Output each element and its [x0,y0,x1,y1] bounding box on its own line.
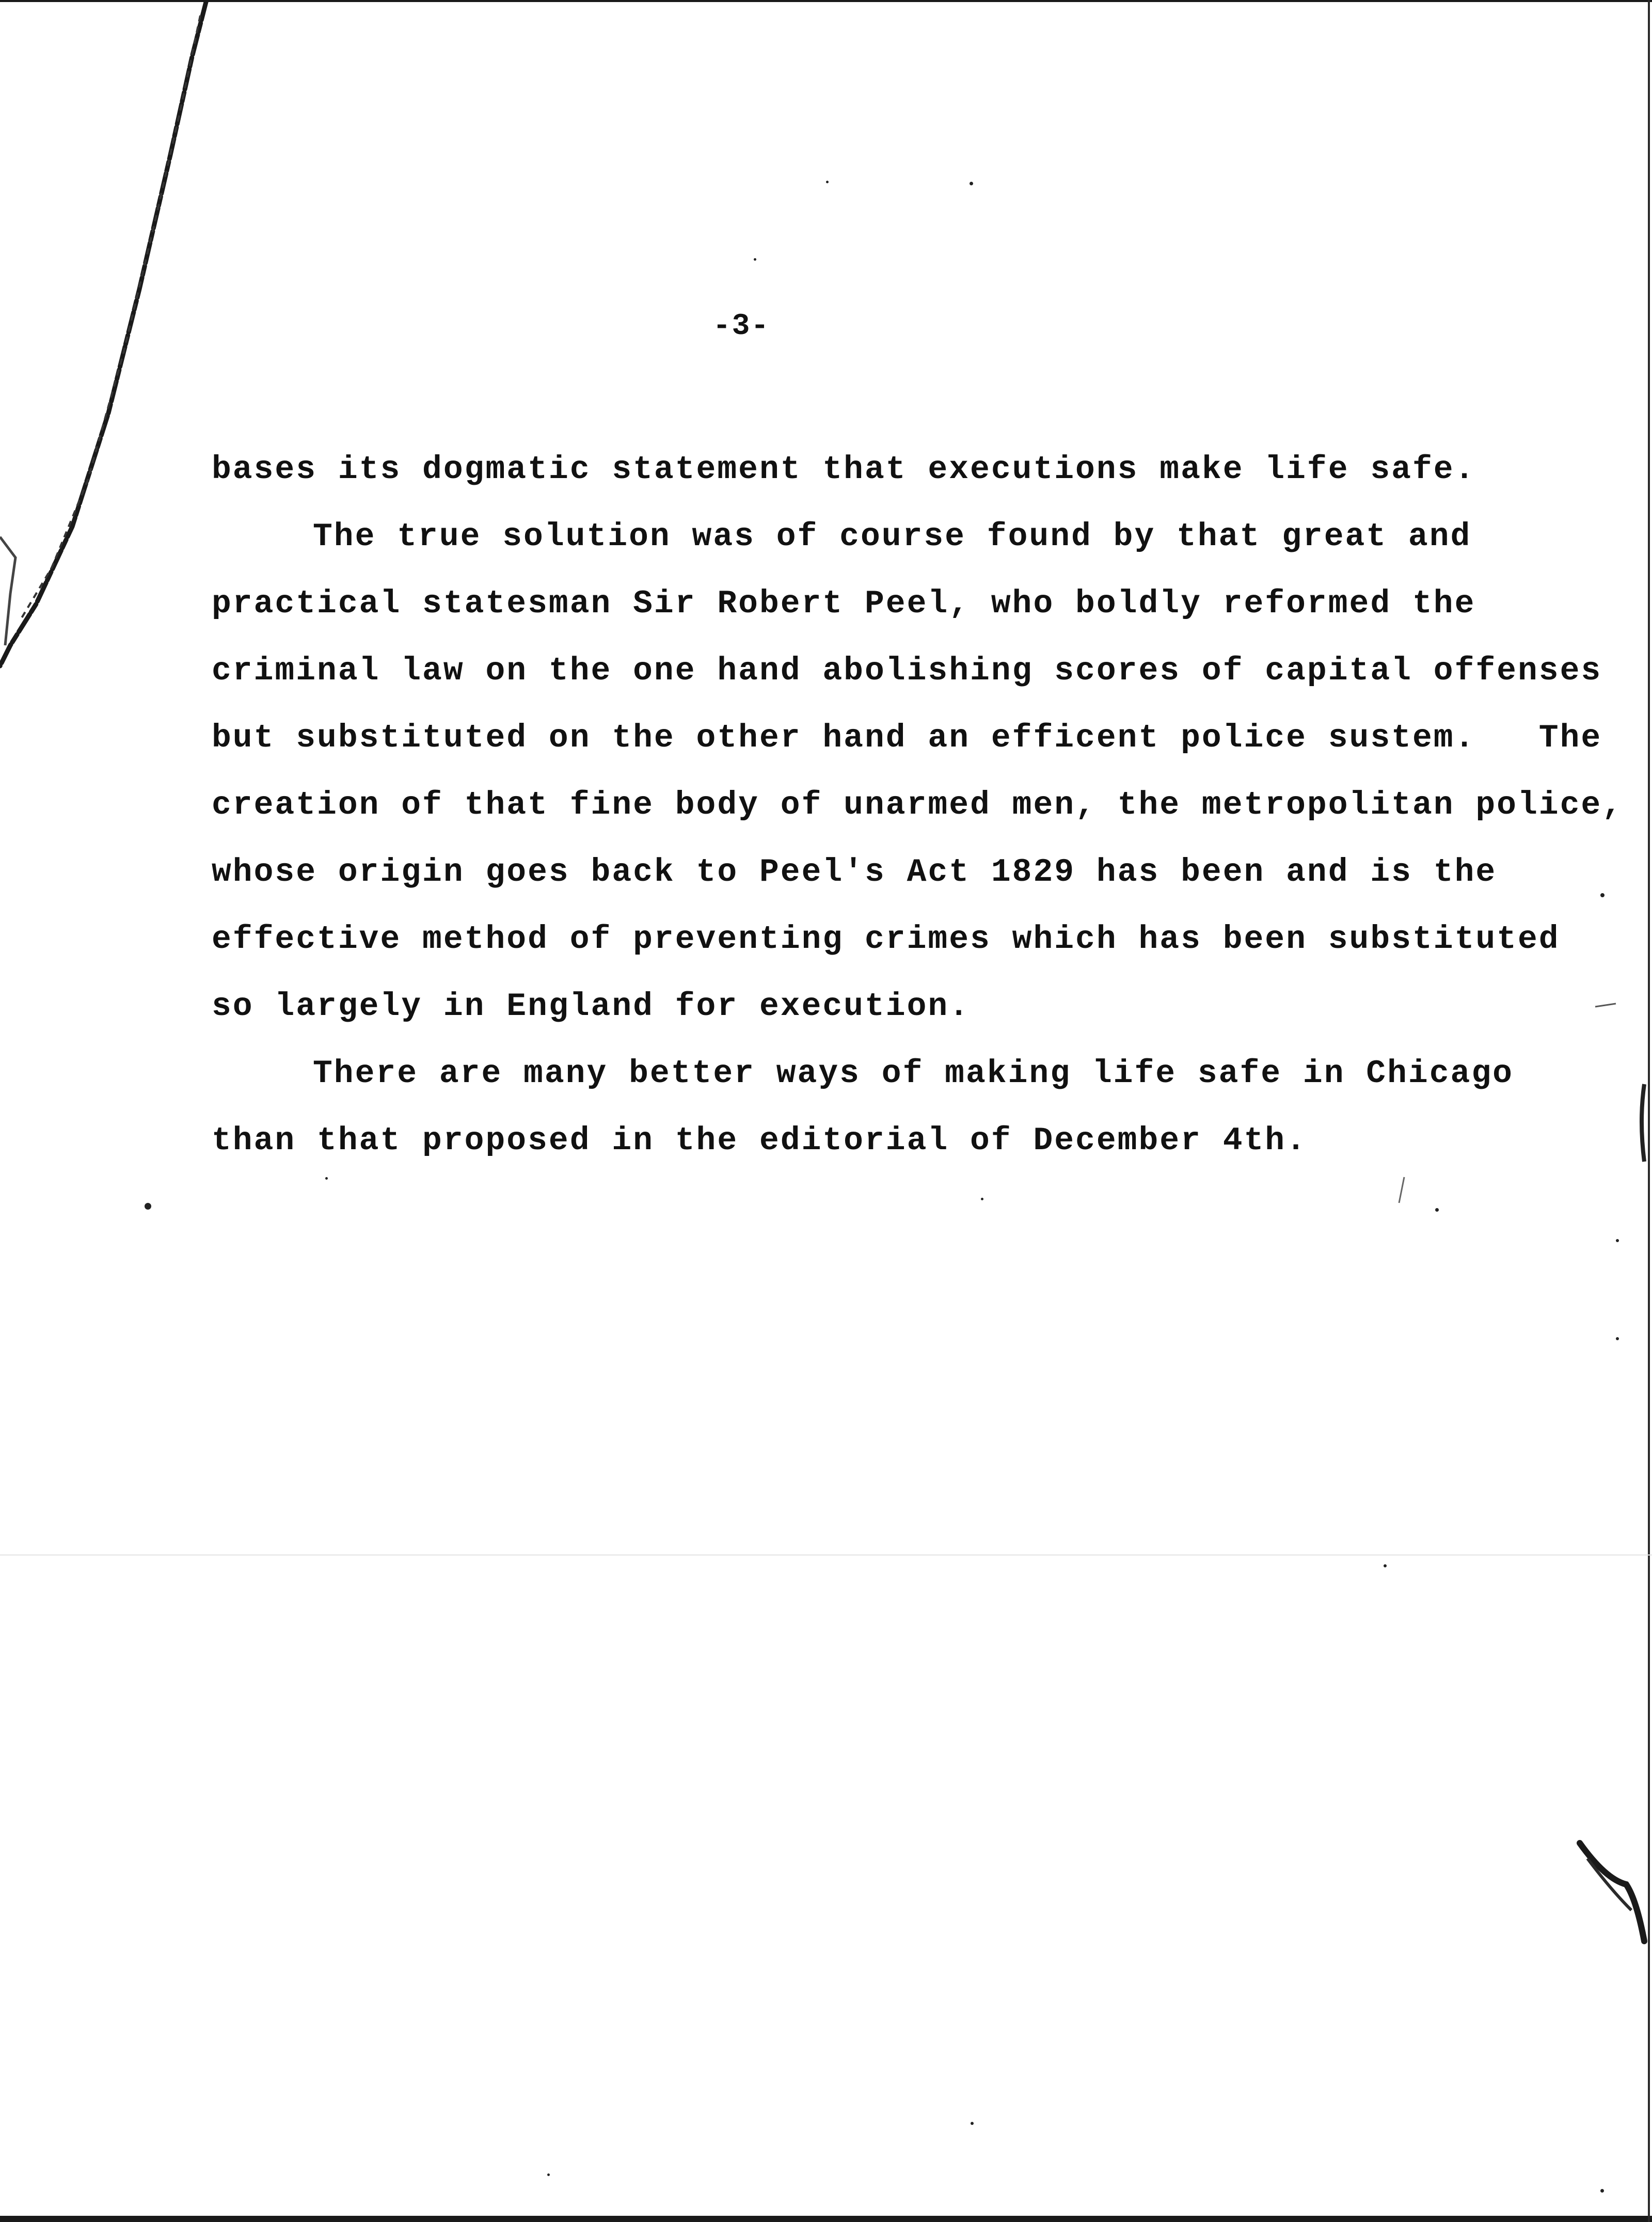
text-line: than that proposed in the editorial of December 4th. [212,1122,1307,1159]
ink-speck [754,258,756,261]
ink-speck [325,1177,328,1180]
ink-speck [1616,1239,1619,1242]
text-line: bases its dogmatic statement that executions make life safe. [212,451,1476,488]
scan-border-top [0,0,1652,2]
text-line: criminal law on the one hand abolishing scores of capital offenses [212,653,1602,689]
body-text [212,436,1624,1175]
text-line: but substituted on the other hand an efficent police sustem. The [212,720,1602,756]
ink-speck [1616,1337,1619,1340]
ink-speck [981,1198,983,1200]
text-line: effective method of preventing crimes which has been substituted [212,921,1560,958]
ink-speck [970,182,973,185]
text-line: whose origin goes back to Peel's Act 1829 has been and is the [212,854,1497,891]
ink-speck [971,2122,974,2125]
scan-border-right [1648,0,1650,2222]
text-line: There are many better ways of making life safe in Chicago [313,1055,1514,1092]
ink-speck [826,181,829,183]
page-number: -3- [712,310,770,343]
ink-speck [1435,1208,1439,1212]
text-line: The true solution was of course found by that great and [313,518,1472,555]
ink-speck [1600,893,1605,897]
ink-speck [145,1203,151,1210]
ink-speck [547,2173,550,2176]
scan-border-bottom [0,2216,1652,2222]
ink-speck [1384,1564,1387,1567]
text-line: creation of that fine body of unarmed men, the metropolitan police, [212,787,1624,823]
ink-speck [1600,2189,1604,2193]
text-line: practical statesman Sir Robert Peel, who boldly reformed the [212,585,1476,622]
text-line: so largely in England for execution. [212,988,971,1025]
